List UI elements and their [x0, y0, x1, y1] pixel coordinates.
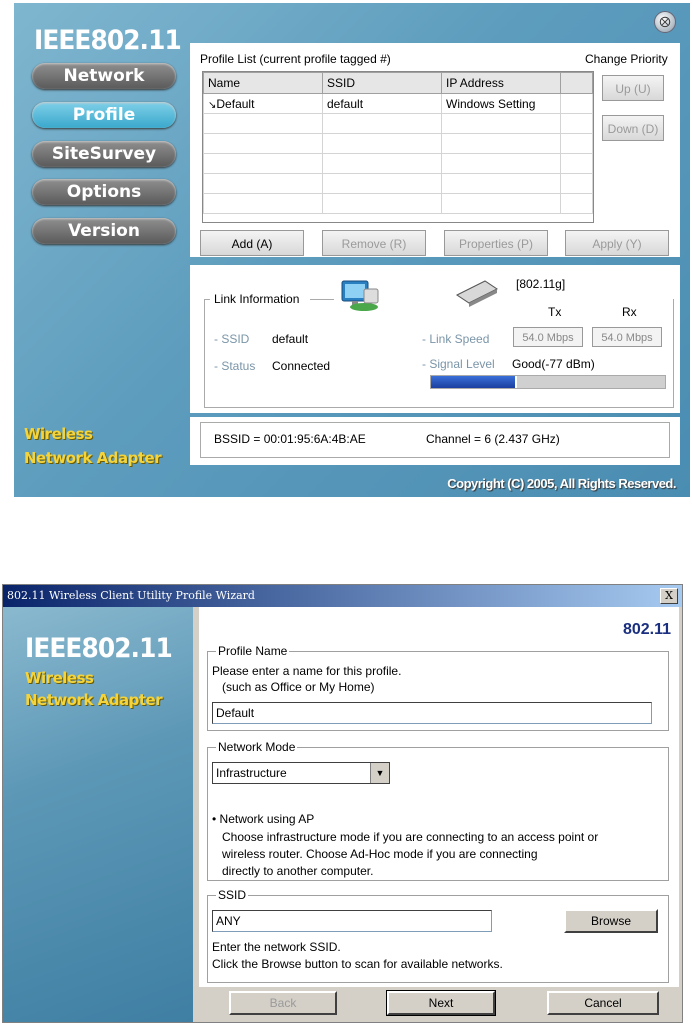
rx-speed-box: 54.0 Mbps: [592, 327, 662, 347]
network-mode-desc2: wireless router. Choose Ad-Hoc mode if you are connecting: [222, 847, 538, 861]
signal-level-value: Good(-77 dBm): [512, 357, 595, 371]
network-mode-value: Infrastructure: [216, 766, 287, 780]
corner-802-label: 802.11: [622, 621, 671, 638]
signal-level-fill: [431, 376, 517, 388]
tagline-wireless: Wireless: [24, 425, 93, 443]
priority-down-button[interactable]: Down (D): [602, 115, 664, 141]
table-row[interactable]: [204, 94, 593, 114]
profile-name-legend: Profile Name: [218, 644, 288, 658]
table-row: [204, 134, 593, 154]
col-ssid-header[interactable]: SSID: [323, 73, 442, 94]
table-row: [204, 174, 593, 194]
apply-button[interactable]: Apply (Y): [565, 230, 669, 256]
ssid-legend: SSID: [218, 888, 247, 902]
profile-wizard-window: [2, 584, 683, 1023]
computer-icon: [340, 277, 382, 313]
ssid-input[interactable]: ANY: [212, 910, 492, 932]
profile-list-panel: [190, 43, 680, 257]
brand-logo: IEEE802.11: [34, 25, 181, 56]
nav-sitesurvey-button[interactable]: SiteSurvey: [32, 141, 176, 167]
table-row: [204, 154, 593, 174]
rx-header: Rx: [622, 305, 637, 319]
chevron-down-icon[interactable]: ▼: [370, 763, 389, 783]
tx-speed-box: 54.0 Mbps: [513, 327, 583, 347]
utility-main-window: [14, 3, 690, 497]
nav-network-button[interactable]: Network: [32, 63, 176, 89]
profile-table: [202, 71, 594, 223]
priority-up-button[interactable]: Up (U): [602, 75, 664, 101]
bssid-text: BSSID = 00:01:95:6A:4B:AE: [214, 432, 366, 446]
cancel-button[interactable]: Cancel: [547, 991, 659, 1015]
nav-profile-button[interactable]: Profile: [32, 102, 176, 128]
ssid-hint1: Enter the network SSID.: [212, 940, 341, 954]
nav-version-button[interactable]: Version: [32, 218, 176, 244]
link-group-frame: [204, 299, 674, 408]
tx-header: Tx: [548, 305, 562, 319]
network-mode-desc3: directly to another computer.: [222, 864, 374, 878]
network-mode-legend: Network Mode: [218, 740, 296, 754]
bssid-panel: [190, 417, 680, 465]
link-info-title: Link Information: [214, 292, 300, 306]
close-icon[interactable]: ⨂: [654, 11, 676, 33]
nav-options-button[interactable]: Options: [32, 179, 176, 205]
profile-name-input[interactable]: Default: [212, 702, 652, 724]
row-ssid: default: [323, 94, 442, 114]
link-information-panel: [190, 265, 680, 413]
copyright-text: Copyright (C) 2005, All Rights Reserved.: [447, 476, 676, 491]
table-row: [204, 194, 593, 214]
remove-button[interactable]: Remove (R): [322, 230, 426, 256]
link-speed-label: - Link Speed: [422, 332, 490, 346]
col-ip-header[interactable]: IP Address: [442, 73, 561, 94]
profile-name-hint1: Please enter a name for this profile.: [212, 664, 402, 678]
wizard-content: [199, 607, 679, 987]
network-mode-group: [207, 740, 669, 881]
next-button[interactable]: Next: [387, 991, 495, 1015]
wizard-title: 802.11 Wireless Client Utility Profile Wizard: [7, 589, 255, 602]
tagline-network-adapter: Network Adapter: [24, 449, 162, 467]
close-icon[interactable]: X: [660, 588, 678, 604]
row-ip: Windows Setting: [442, 94, 561, 114]
profile-list-title: Profile List (current profile tagged #): [200, 52, 391, 66]
wizard-titlebar: [3, 585, 682, 607]
row-name: Default: [216, 96, 255, 111]
profile-name-hint2: (such as Office or My Home): [222, 680, 375, 694]
status-label: - Status: [214, 359, 256, 373]
network-mode-bullet: • Network using AP: [212, 812, 315, 826]
signal-level-label: - Signal Level: [422, 357, 495, 371]
col-name-header[interactable]: Name: [204, 73, 323, 94]
wireless-mode-label: [802.11g]: [516, 277, 566, 291]
browse-button[interactable]: Browse: [564, 909, 658, 933]
wizard-tagline-network-adapter: Network Adapter: [25, 691, 163, 709]
wireless-card-icon: [455, 277, 499, 307]
ssid-group: [207, 888, 669, 983]
wizard-tagline-wireless: Wireless: [25, 669, 94, 687]
add-button[interactable]: Add (A): [200, 230, 304, 256]
properties-button[interactable]: Properties (P): [444, 230, 548, 256]
table-row: [204, 114, 593, 134]
back-button[interactable]: Back: [229, 991, 337, 1015]
network-mode-select[interactable]: [212, 762, 390, 784]
profile-icon: ↘: [208, 99, 217, 111]
ssid-label: - SSID: [214, 332, 250, 346]
ssid-value: default: [272, 332, 309, 346]
wizard-sidebar: [3, 607, 193, 1022]
signal-level-bar: [430, 375, 666, 389]
status-value: Connected: [272, 359, 331, 373]
profile-name-group: [207, 644, 669, 731]
change-priority-label: Change Priority: [585, 52, 668, 66]
ssid-hint2: Click the Browse button to scan for available networks.: [212, 957, 503, 971]
network-mode-desc1: Choose infrastructure mode if you are connecting to an access point or: [222, 830, 599, 844]
wizard-brand-logo: IEEE802.11: [25, 633, 172, 664]
col-extra-header: [561, 73, 593, 94]
channel-text: Channel = 6 (2.437 GHz): [426, 432, 560, 446]
